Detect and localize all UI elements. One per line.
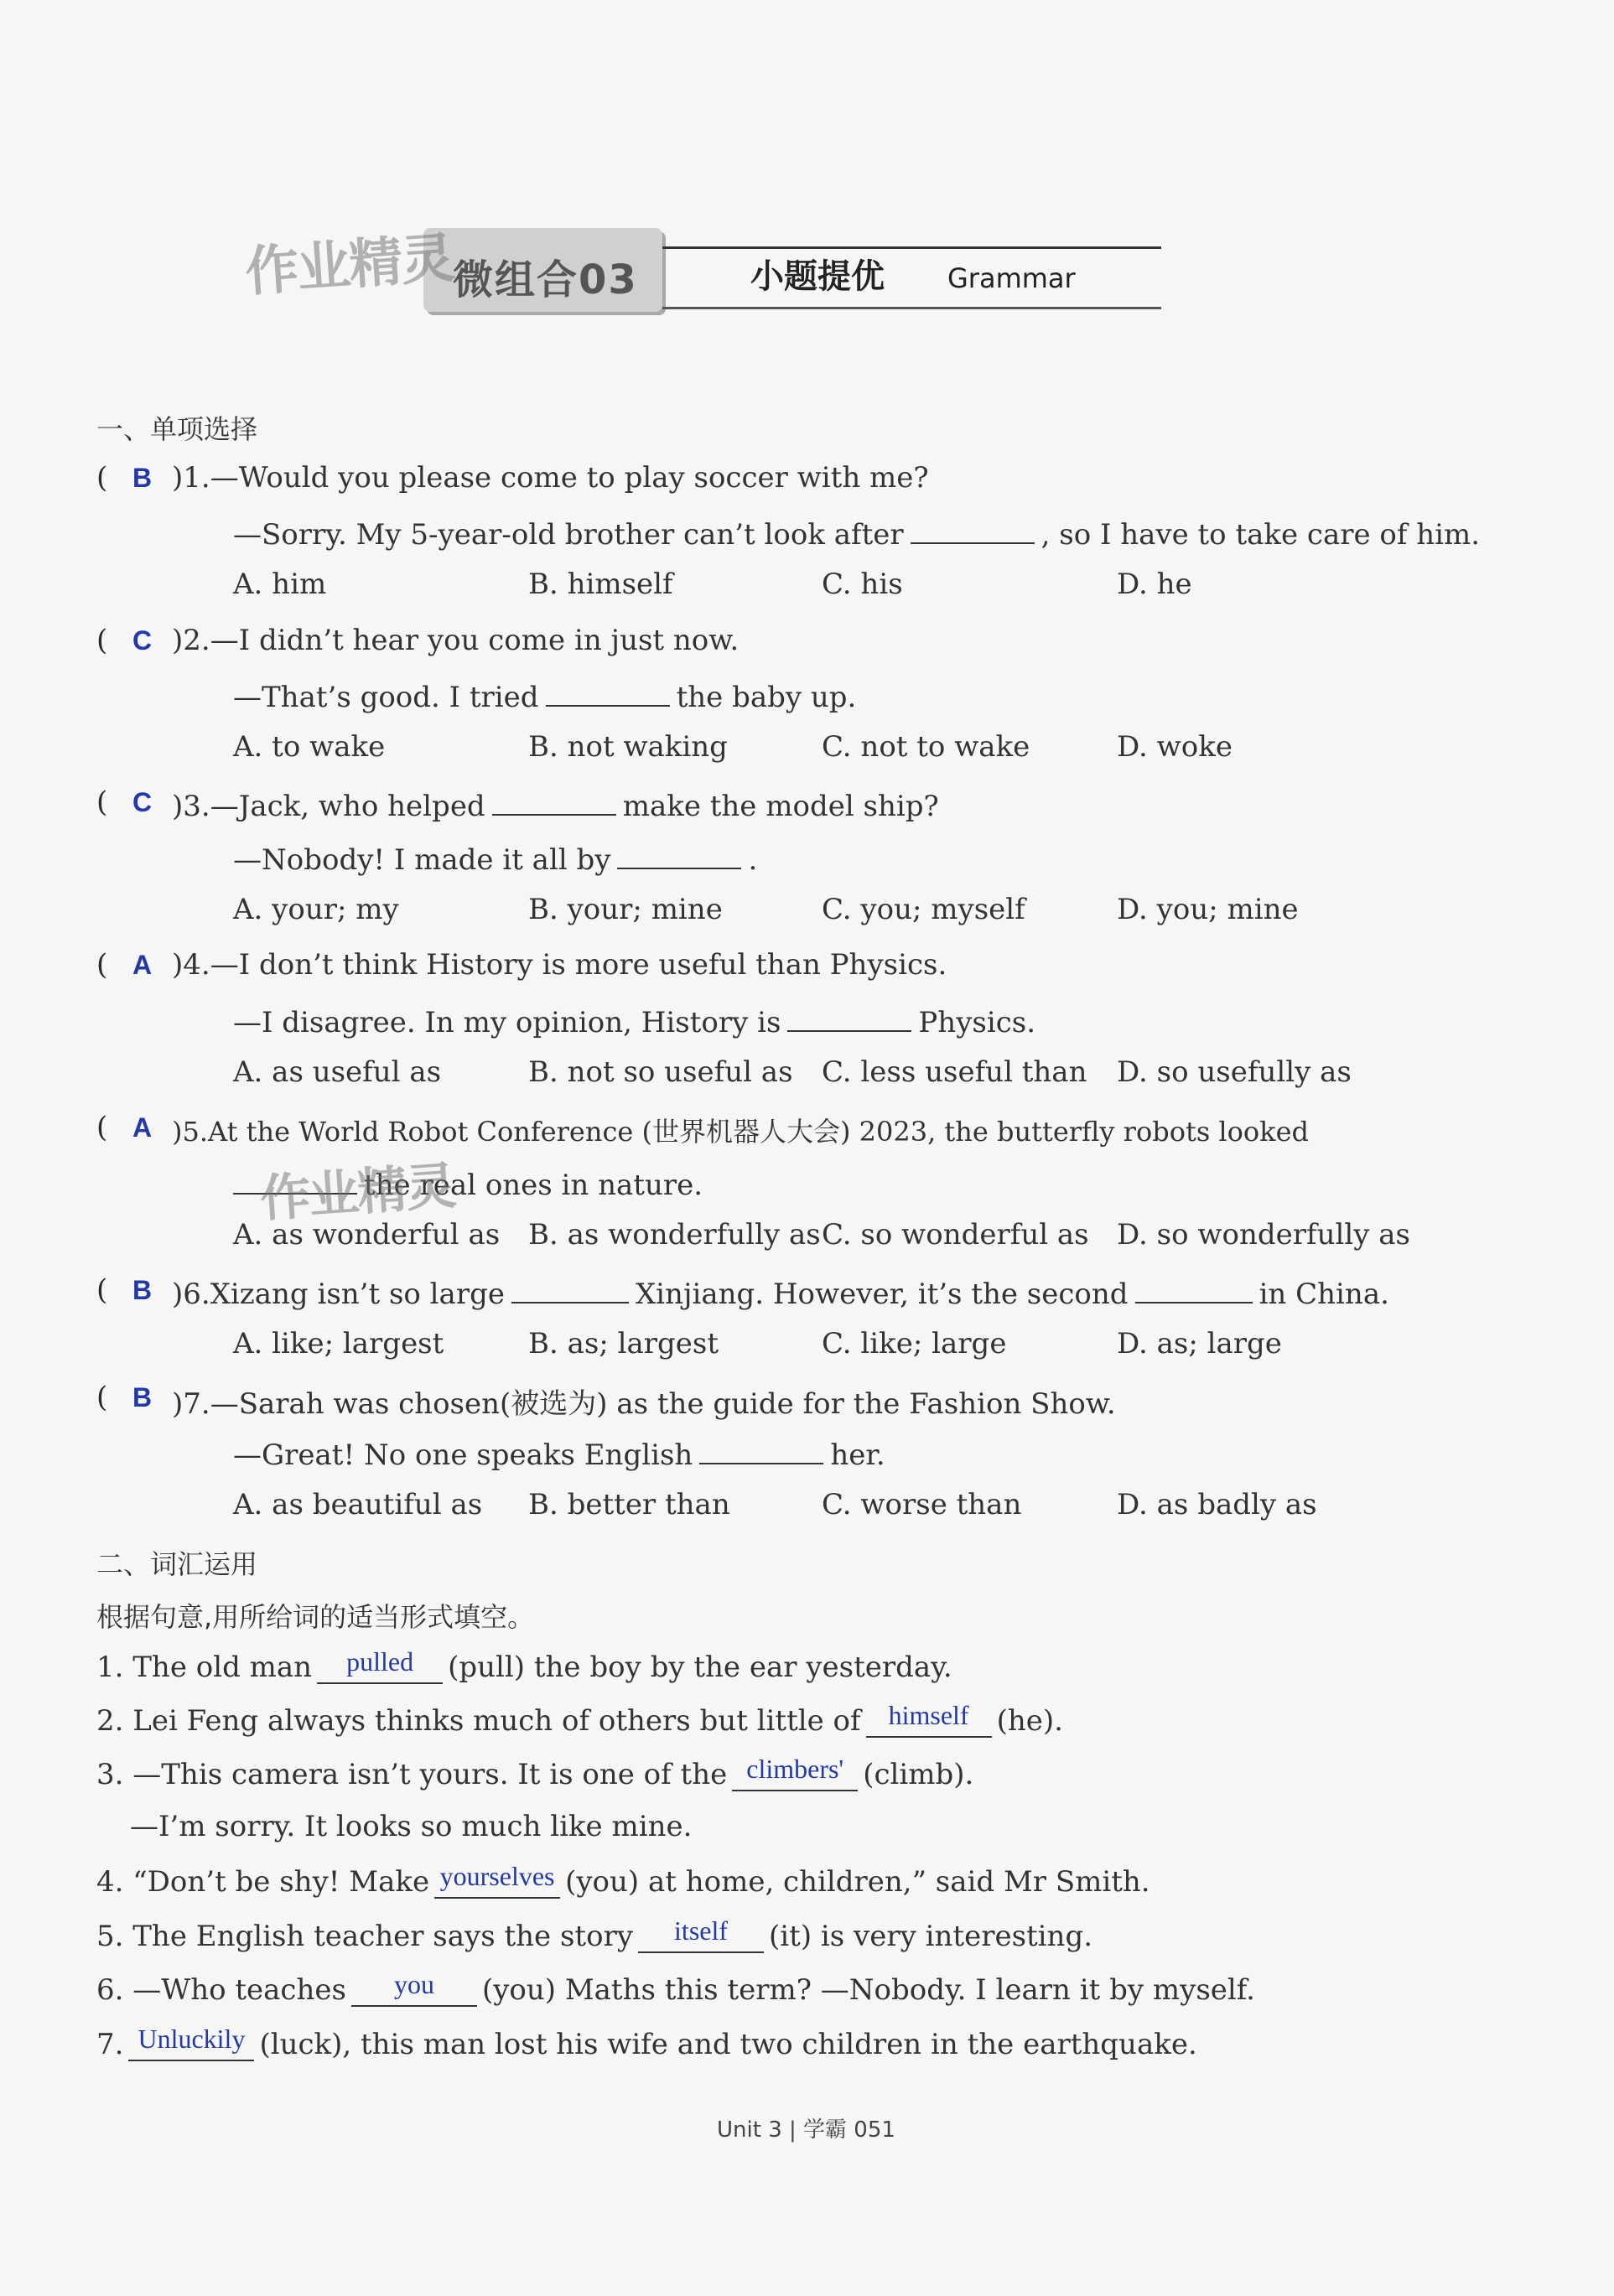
question-1-line-1: )1.—Would you please come to play soccer with me?: [172, 461, 929, 495]
option-b: B. as; largest: [528, 1327, 719, 1360]
answer-paren-left: (: [96, 624, 108, 657]
option-d: D. as badly as: [1117, 1488, 1317, 1521]
vocab-item-6: 6. —Who teaches you (you) Maths this term? —Nobody. I learn it by myself.: [96, 1969, 1255, 2007]
vocab-item-3: 3. —This camera isn’t yours. It is one of the climbers' (climb).: [96, 1754, 974, 1791]
answer-blank[interactable]: [787, 1002, 911, 1032]
answer-paren-left: (: [96, 1111, 108, 1144]
vocab-item-5: 5. The English teacher says the story itself (it) is very interesting.: [96, 1915, 1093, 1953]
answer-q1: B: [132, 463, 153, 493]
option-c: C. worse than: [822, 1488, 1022, 1521]
answer-paren-left: (: [96, 461, 108, 495]
option-a: A. him: [233, 568, 327, 601]
answer-blank[interactable]: [911, 514, 1035, 544]
title-rule-bottom: [662, 307, 1161, 309]
option-c: C. like; large: [822, 1327, 1007, 1360]
option-b: B. better than: [528, 1488, 730, 1521]
vocab-item-7: 7. Unluckily (luck), this man lost his wife and two children in the earthquake.: [96, 2024, 1197, 2061]
answer-blank[interactable]: climbers': [732, 1756, 858, 1791]
answer-q5: A: [132, 1112, 153, 1143]
option-c: C. so wonderful as: [822, 1218, 1089, 1252]
vocab-item-1: 1. The old man pulled (pull) the boy by the ear yesterday.: [96, 1646, 952, 1684]
answer-blank[interactable]: himself: [866, 1703, 992, 1738]
answer-blank[interactable]: itself: [638, 1918, 764, 1953]
answer-blank[interactable]: Unluckily: [128, 2026, 254, 2061]
option-c: C. his: [822, 568, 903, 601]
question-6-line-1: )6.Xizang isn’t so large Xinjiang. However, it’s the second in China.: [172, 1273, 1389, 1311]
option-b: B. not so useful as: [528, 1055, 793, 1089]
option-d: D. he: [1117, 568, 1192, 601]
question-5-line-2: the real ones in nature.: [233, 1164, 703, 1202]
page-footer: Unit 3 | 学霸 051: [717, 2117, 895, 2143]
part2-heading: 二、词汇运用: [96, 1548, 258, 1580]
option-b: B. your; mine: [528, 893, 723, 926]
option-d: D. as; large: [1117, 1327, 1282, 1360]
vocab-item-2: 2. Lei Feng always thinks much of others but little of himself (he).: [96, 1700, 1063, 1738]
question-5-line-1: )5.At the World Robot Conference (世界机器人大会) 2023, the butterfly robots looked: [172, 1116, 1309, 1148]
option-b: B. not waking: [528, 730, 728, 764]
answer-blank[interactable]: [492, 785, 616, 816]
answer-paren-left: (: [96, 948, 108, 982]
answer-paren-left: (: [96, 1381, 108, 1414]
option-c: C. less useful than: [822, 1055, 1087, 1089]
answer-q7: B: [132, 1382, 153, 1412]
answer-q3: C: [132, 787, 153, 817]
question-2-line-2: —That’s good. I tried the baby up.: [233, 676, 856, 714]
answer-q2: C: [132, 625, 153, 656]
option-d: D. woke: [1117, 730, 1233, 764]
question-3-line-2: —Nobody! I made it all by .: [233, 839, 757, 877]
option-b: B. as wonderfully as: [528, 1218, 821, 1252]
section-tag: 微组合03: [453, 257, 638, 303]
part2-instruction: 根据句意,用所给词的适当形式填空。: [96, 1601, 535, 1633]
option-d: D. so usefully as: [1117, 1055, 1352, 1089]
title-rule-top: [662, 246, 1161, 249]
answer-blank[interactable]: [511, 1273, 629, 1303]
option-b: B. himself: [528, 568, 673, 601]
option-c: C. not to wake: [822, 730, 1030, 764]
answer-blank[interactable]: [546, 676, 670, 707]
page-subtitle: Grammar: [947, 262, 1076, 294]
vocab-item-3-reply: —I’m sorry. It looks so much like mine.: [130, 1810, 693, 1843]
option-a: A. as beautiful as: [233, 1488, 483, 1521]
part1-heading: 一、单项选择: [96, 413, 258, 445]
question-1-line-2: —Sorry. My 5-year-old brother can’t look after , so I have to take care of him.: [233, 514, 1480, 552]
watermark: 作业精灵: [243, 227, 455, 304]
question-2-line-1: )2.—I didn’t hear you come in just now.: [172, 624, 740, 657]
answer-blank[interactable]: [617, 839, 741, 869]
vocab-item-4: 4. “Don’t be shy! Make yourselves (you) at home, children,” said Mr Smith.: [96, 1861, 1150, 1899]
option-a: A. like; largest: [233, 1327, 444, 1360]
answer-paren-left: (: [96, 785, 108, 819]
option-d: D. so wonderfully as: [1117, 1218, 1410, 1252]
option-a: A. as wonderful as: [233, 1218, 501, 1252]
option-a: A. as useful as: [233, 1055, 442, 1089]
answer-blank[interactable]: you: [351, 1972, 477, 2007]
answer-blank[interactable]: yourselves: [434, 1863, 560, 1899]
question-4-line-2: —I disagree. In my opinion, History is Physics.: [233, 1002, 1035, 1039]
watermark: 作业精灵: [258, 1156, 457, 1229]
option-a: A. your; my: [233, 893, 399, 926]
answer-q6: B: [132, 1275, 153, 1305]
answer-blank[interactable]: pulled: [317, 1649, 443, 1684]
answer-q4: A: [132, 950, 153, 980]
answer-blank[interactable]: [699, 1434, 823, 1464]
option-c: C. you; myself: [822, 893, 1025, 926]
option-a: A. to wake: [233, 730, 386, 764]
page-title: 小题提优: [750, 257, 885, 296]
answer-paren-left: (: [96, 1273, 108, 1307]
question-3-line-1: )3.—Jack, who helped make the model ship?: [172, 785, 939, 823]
question-7-line-1: )7.—Sarah was chosen(被选为) as the guide for the Fashion Show.: [172, 1387, 1116, 1421]
question-7-line-2: —Great! No one speaks English her.: [233, 1434, 885, 1472]
option-d: D. you; mine: [1117, 893, 1299, 926]
answer-blank[interactable]: [1135, 1273, 1253, 1303]
question-4-line-1: )4.—I don’t think History is more useful than Physics.: [172, 948, 947, 982]
